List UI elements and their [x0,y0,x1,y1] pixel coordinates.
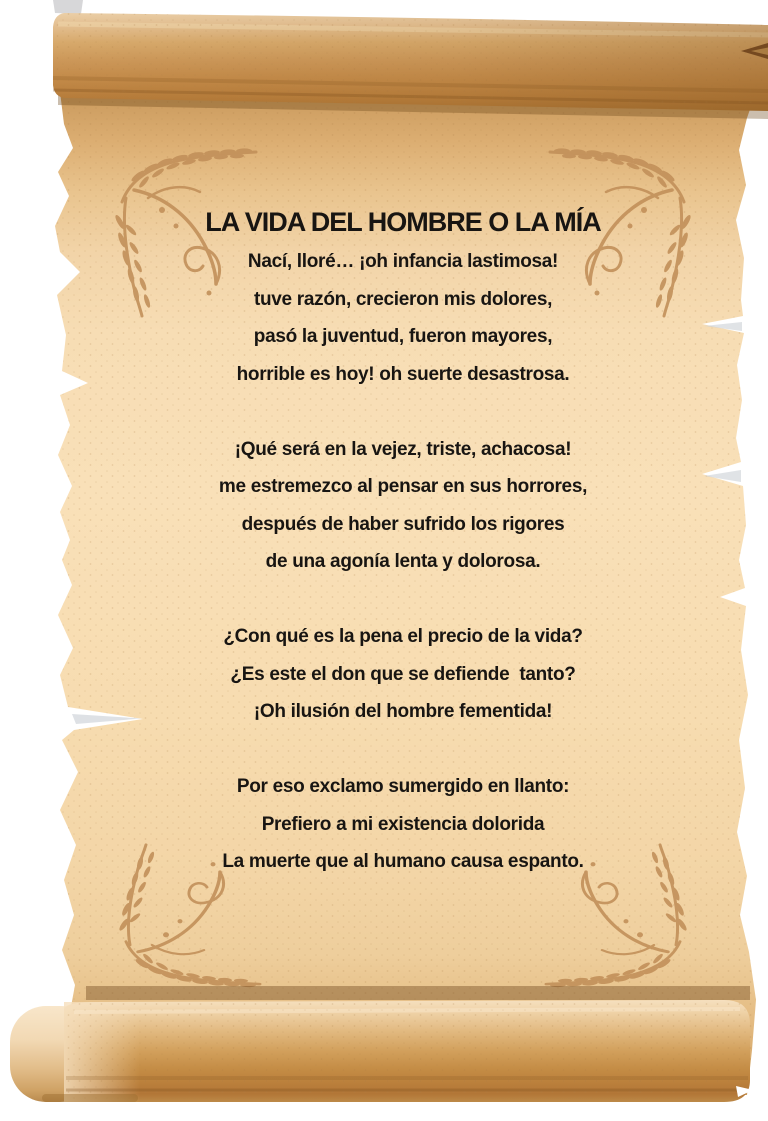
poem-line: horrible es hoy! oh suerte desastrosa. [236,363,570,385]
poem-line: ¿Es este el don que se defiende tanto? [230,663,576,685]
top-paper-sliver [53,0,83,14]
poem-line: me estremezco al pensar en sus horrores, [218,476,588,497]
poem-line: después de haber sufrido los rigores [241,513,565,535]
poem-stanza-2 [62,431,744,581]
poem-stanza-1 [62,243,744,393]
poem-line: Por eso exclamo sumergido en llanto: [236,776,570,797]
poem-stanza-3 [62,618,744,731]
scroll-top-roll [53,13,768,111]
poem-line: ¡Oh ilusión del hombre fementida! [253,701,553,722]
scroll-bottom-roll [10,1000,753,1102]
bottom-roll-shadow [86,986,750,1000]
poem-line: pasó la juventud, fueron mayores, [253,326,553,347]
poem-line: Prefiero a mi existencia dolorida [261,813,545,835]
poem [62,203,744,881]
poem-line: Nací, lloré… ¡oh infancia lastimosa! [247,251,559,272]
poem-line: ¿Con qué es la pena el precio de la vida? [223,626,583,647]
poem-line: tuve razón, crecieron mis dolores, [253,288,553,310]
poem-line: de una agonía lenta y dolorosa. [265,551,541,572]
poem-title: LA VIDA DEL HOMBRE O LA MÍA [205,207,601,237]
poem-line: La muerte que al humano causa espanto. [222,851,584,872]
poem-stanza-4 [62,768,744,881]
poem-line: ¡Qué será en la vejez, triste, achacosa! [234,438,572,460]
